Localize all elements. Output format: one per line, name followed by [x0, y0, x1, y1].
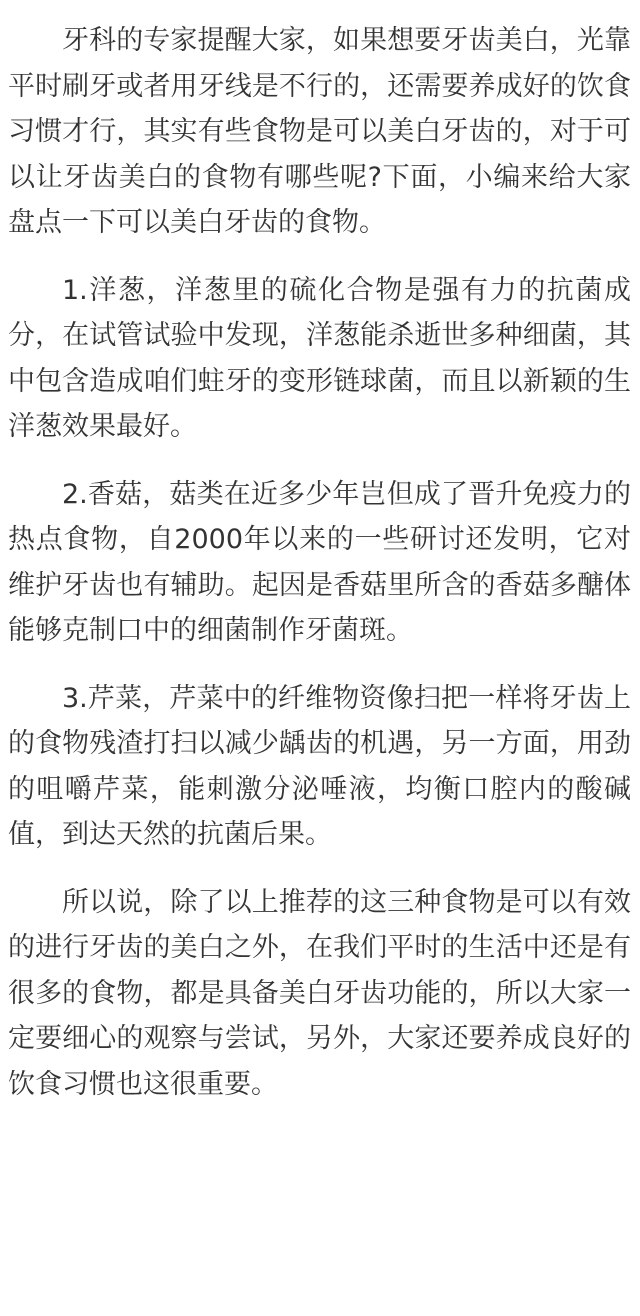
- conclusion-paragraph: 所以说，除了以上推荐的这三种食物是可以有效的进行牙齿的美白之外，在我们平时的生活中还是有很多的食物，都是具备美白牙齿功能的，所以大家一定要细心的观察与尝试，另外，大家还要养成良好的饮食习惯也这很重要。: [8, 886, 631, 1100]
- intro-paragraph: 牙科的专家提醒大家，如果想要牙齿美白，光靠平时刷牙或者用牙线是不行的，还需要养成好的饮食习惯才行，其实有些食物是可以美白牙齿的，对于可以让牙齿美白的食物有哪些呢?下面，小编来给大家盘点一下可以美白牙齿的食物。: [8, 25, 631, 238]
- onion-paragraph: 1.洋葱，洋葱里的硫化合物是强有力的抗菌成分，在试管试验中发现，洋葱能杀逝世多种细菌，其中包含造成咱们蛀牙的变形链球菌，而且以新颖的生洋葱效果最好。: [8, 274, 631, 442]
- celery-paragraph: 3.芹菜，芹菜中的纤维物资像扫把一样将牙齿上的食物残渣打扫以减少龋齿的机遇，另一方面，用劲的咀嚼芹菜，能刺激分泌唾液，均衡口腔内的酸碱值，到达天然的抗菌后果。: [8, 682, 631, 850]
- shiitake-paragraph: 2.香菇，菇类在近多少年岂但成了晋升免疫力的热点食物，自2000年以来的一些研讨还发明，它对维护牙齿也有辅助。起因是香菇里所含的香菇多醣体能够克制口中的细菌制作牙菌斑。: [8, 478, 631, 646]
